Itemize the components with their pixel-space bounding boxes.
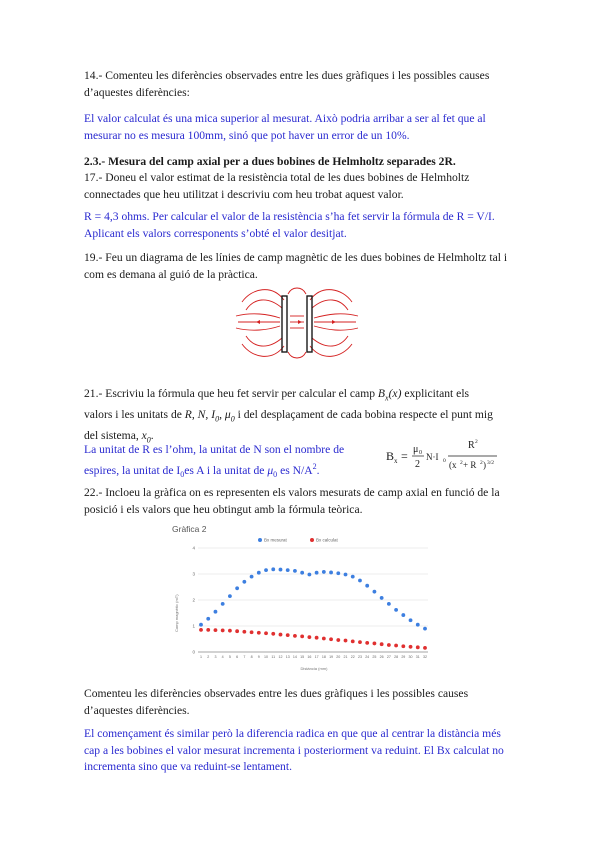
x-tick-label: 5: [228, 655, 231, 659]
field-lines: [236, 288, 358, 358]
data-point: [394, 644, 398, 648]
x-tick-label: 29: [401, 655, 406, 659]
data-point: [380, 596, 384, 600]
formula-mu-sub: 0: [419, 450, 422, 456]
x-tick-label: 18: [321, 655, 326, 659]
series-measured: [199, 567, 427, 630]
data-point: [336, 638, 340, 642]
data-point: [365, 584, 369, 588]
data-point: [242, 580, 246, 584]
formula-mu: μ: [413, 444, 419, 455]
legend-label: Bx calculat: [316, 537, 338, 543]
x-tick-label: 15: [300, 655, 305, 659]
y-tick-label: 0: [192, 649, 195, 655]
x-tick-label: 9: [257, 655, 260, 659]
data-point: [206, 617, 210, 621]
x-tick-label: 16: [307, 655, 312, 659]
x-tick-label: 2: [207, 655, 210, 659]
data-point: [351, 639, 355, 643]
data-point: [387, 643, 391, 647]
y-tick-label: 3: [192, 571, 195, 577]
field-lines-diagram: [232, 282, 362, 366]
data-point: [315, 571, 319, 575]
data-point: [300, 571, 304, 575]
x-tick-label: 14: [292, 655, 297, 659]
x-tick-label: 22: [350, 655, 355, 659]
q19-question: 19.- Feu un diagrama de les línies de camp magnètic de les dues bobines de Helmholtz tal i com es demana al guió de la pràctica.: [84, 251, 508, 281]
q22-comment-answer: El començament és similar però la diferencia radica en que que al centrar la distància més cap a les bobines el valor mesurat incrementa i posteriorment va reduint. El Bx calculat no incrementa sino que va reduint-se lentament.: [84, 727, 504, 773]
x-tick-label: 19: [329, 655, 334, 659]
y-tick-label: 2: [192, 597, 195, 603]
data-point: [351, 575, 355, 579]
legend-item: [310, 538, 339, 543]
data-point: [416, 623, 420, 627]
data-point: [214, 610, 218, 614]
data-point: [271, 567, 275, 571]
data-point: [279, 633, 283, 637]
section-heading: 2.3.- Mesura del camp axial per a dues bobines de Helmholtz separades 2R.: [84, 155, 456, 168]
formula-equals: =: [401, 449, 408, 463]
chart-legend: [258, 538, 339, 543]
data-point: [228, 594, 232, 598]
data-point: [423, 646, 427, 650]
formula-den-exp: 3/2: [487, 460, 495, 466]
chart-x-label: Distància (mm): [300, 666, 328, 671]
legend-label: Bx mesurat: [264, 537, 287, 543]
x-tick-label: 12: [278, 655, 283, 659]
data-point: [358, 640, 362, 644]
formula-n: N·I: [426, 452, 439, 462]
data-point: [250, 630, 254, 634]
data-point: [286, 633, 290, 637]
x-tick-label: 20: [336, 655, 341, 659]
chart-title: Gràfica 2: [172, 524, 207, 534]
data-point: [199, 623, 203, 627]
series-calculated: [199, 628, 427, 650]
legend-swatch: [258, 538, 262, 542]
x-tick-label: 3: [214, 655, 217, 659]
data-point: [329, 637, 333, 641]
data-point: [358, 579, 362, 583]
data-point: [401, 644, 405, 648]
q17-answer: R = 4,3 ohms. Per calcular el valor de la resistència s’ha fet servir la fórmula de R = V/I. Aplicant els valors corresponents s’obté el valor desitjat.: [84, 210, 495, 240]
formula-lhs: B: [386, 449, 395, 463]
data-point: [307, 573, 311, 577]
data-point: [401, 613, 405, 617]
data-point: [409, 645, 413, 649]
chart-grid: [198, 548, 428, 652]
q22-comment-question: Comenteu les diferències observades entre les dues gràfiques i les possibles causes d’aquestes diferències.: [84, 687, 469, 717]
x-tick-label: 28: [394, 655, 399, 659]
data-point: [322, 570, 326, 574]
data-point: [329, 571, 333, 575]
formula-num: R: [468, 440, 475, 451]
data-point: [307, 635, 311, 639]
x-tick-label: 23: [357, 655, 362, 659]
data-point: [423, 627, 427, 631]
x-tick-label: 31: [415, 655, 420, 659]
data-point: [228, 629, 232, 633]
data-point: [257, 631, 261, 635]
data-point: [271, 632, 275, 636]
x-tick-label: 27: [386, 655, 391, 659]
x-tick-label: 26: [379, 655, 384, 659]
data-point: [373, 590, 377, 594]
formula-two: 2: [415, 459, 420, 470]
data-point: [264, 631, 268, 635]
data-point: [387, 602, 391, 606]
data-point: [257, 571, 261, 575]
bx-formula: [384, 438, 502, 478]
data-point: [235, 629, 239, 633]
data-point: [293, 634, 297, 638]
formula-den-sup1: 2: [460, 460, 463, 466]
data-point: [336, 571, 340, 575]
data-point: [365, 641, 369, 645]
x-tick-label: 10: [264, 655, 269, 659]
x-tick-label: 17: [314, 655, 319, 659]
x-tick-label: 1: [200, 655, 202, 659]
coil-bars: [282, 296, 312, 352]
data-point: [242, 630, 246, 634]
x-tick-label: 7: [243, 655, 246, 659]
chart-y-label: Camp magnètic (mT): [174, 594, 179, 632]
formula-den: (x: [449, 460, 457, 470]
formula-lhs-sub: x: [394, 457, 398, 465]
data-point: [300, 635, 304, 639]
formula-den-mid: + R: [463, 460, 477, 470]
chart-series: [199, 567, 427, 649]
x-tick-label: 11: [271, 655, 276, 659]
formula-den-end: ): [483, 460, 486, 470]
formula-num-sup: 2: [475, 439, 478, 445]
y-tick-label: 4: [192, 545, 195, 551]
formula-den-sup2: 2: [480, 460, 483, 466]
q21-answer: La unitat de R es l’ohm, la unitat de N son el nombre de espires, la unitat de $I_0es$ A i la unitat de $\mu_0$ es $N/A^2$.: [84, 443, 345, 479]
y-tick-label: 1: [192, 623, 195, 629]
x-tick-label: 24: [365, 655, 370, 659]
data-point: [221, 629, 225, 633]
data-point: [214, 628, 218, 632]
q21-question: 21.- Escriviu la fórmula que heu fet servir per calcular el camp $B_x(x)$ explicitant els valors i les unitats de R, N, $I_0$, $\mu_0$ i del desplaçament de cada bobina respecte el punt mig del sistema, $x_0$.: [84, 387, 493, 444]
data-point: [315, 636, 319, 640]
chart-x-ticks: [200, 655, 427, 659]
data-point: [380, 642, 384, 646]
q14-question: 14.- Comenteu les diferències observades entre les dues gràfiques i les possibles causes d’aquestes diferències:: [84, 69, 490, 99]
x-tick-label: 6: [236, 655, 239, 659]
data-point: [279, 568, 283, 572]
data-point: [286, 568, 290, 572]
data-point: [394, 608, 398, 612]
data-point: [373, 642, 377, 646]
data-point: [206, 628, 210, 632]
legend-swatch: [310, 538, 314, 542]
q17-question: 17.- Doneu el valor estimat de la resistència total de les dues bobines de Helmholtz connectades que heu utilitzat i descriviu com heu trobat aquest valor.: [84, 171, 470, 201]
chart-y-ticks: [192, 546, 195, 655]
x-tick-label: 30: [408, 655, 413, 659]
data-point: [250, 575, 254, 579]
x-tick-label: 8: [250, 655, 253, 659]
q22-question: 22.- Incloeu la gràfica on es representen els valors mesurats de camp axial en funció de la posició i els valors que heu obtingut amb la fórmula teòrica.: [84, 486, 500, 516]
data-point: [235, 586, 239, 590]
x-tick-label: 4: [221, 655, 224, 659]
x-tick-label: 13: [285, 655, 290, 659]
data-point: [221, 602, 225, 606]
data-point: [344, 639, 348, 643]
x-tick-label: 21: [343, 655, 348, 659]
formula-n-sub: 0: [443, 458, 446, 464]
data-point: [264, 568, 268, 572]
data-point: [322, 637, 326, 641]
data-point: [409, 618, 413, 622]
legend-item: [258, 538, 288, 543]
chart-grafica-2: [168, 520, 432, 672]
data-point: [293, 569, 297, 573]
data-point: [199, 628, 203, 632]
data-point: [416, 645, 420, 649]
x-tick-label: 32: [423, 655, 427, 659]
q14-answer: El valor calculat és una mica superior al mesurat. Això podria arribar a ser al fet que al mesurar no es mesura 100mm, sinó que pot haver un error de un 10%.: [84, 112, 486, 142]
x-tick-label: 25: [372, 655, 377, 659]
data-point: [344, 573, 348, 577]
